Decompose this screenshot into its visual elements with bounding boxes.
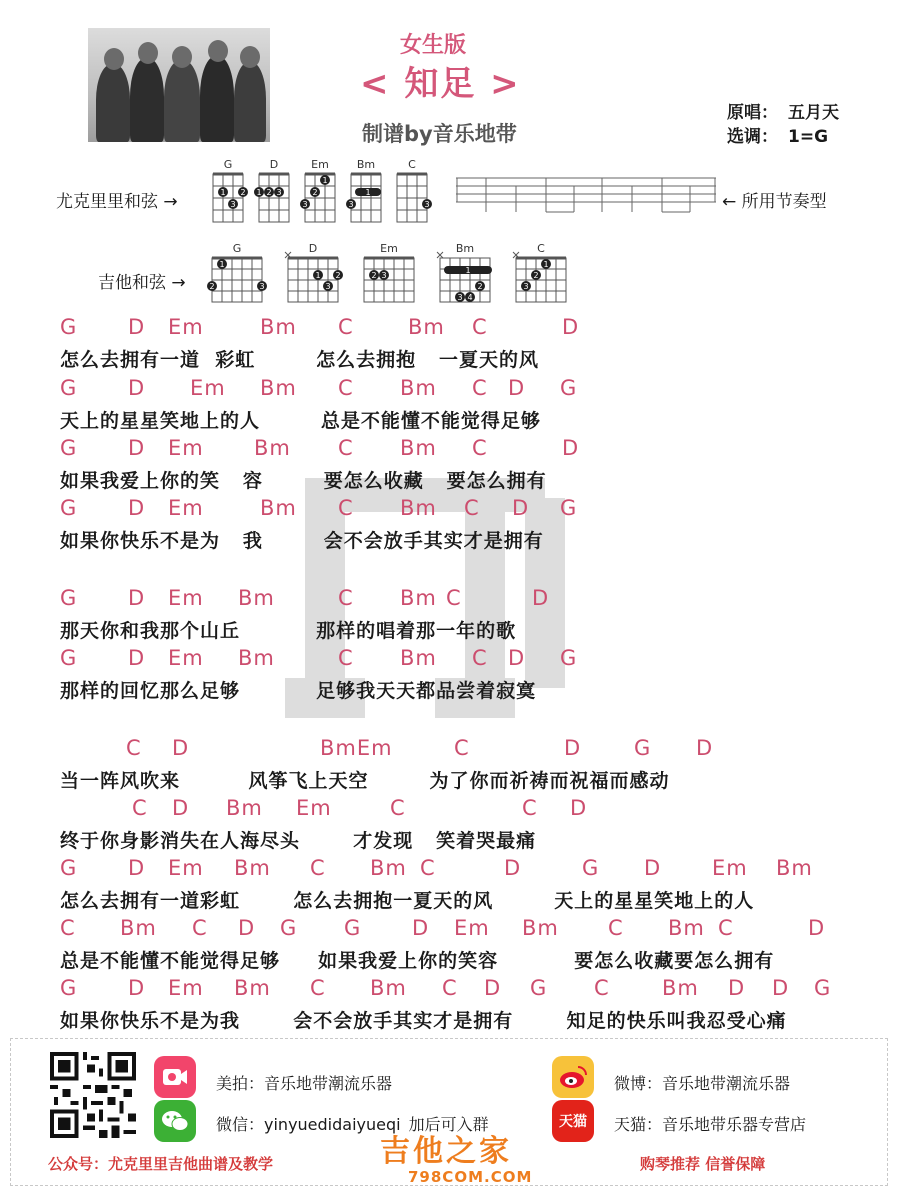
meipai-account: 美拍：音乐地带潮流乐器 (216, 1074, 393, 1093)
chord-symbol: Bm (254, 436, 291, 460)
chord-symbol: BmEm (320, 736, 393, 760)
chord-symbol: G (344, 916, 362, 940)
chord-symbol: D (644, 856, 662, 880)
chord-symbol: D (128, 315, 146, 339)
chord-symbol: Bm (370, 856, 407, 880)
lyric-line: 天上的星星笑地上的人 总是不能懂不能觉得足够 (60, 410, 541, 432)
lyric-line: 如果你快乐不是为 我 会不会放手其实才是拥有 (60, 530, 544, 552)
chord-symbol: G (560, 496, 578, 520)
chord-symbol: Bm (260, 376, 297, 400)
chord-symbol: D (412, 916, 430, 940)
chord-symbol: Em (168, 315, 204, 339)
chord-symbol: D (728, 976, 746, 1000)
chord-symbol: G (60, 856, 78, 880)
chord-symbol: G (814, 976, 832, 1000)
chord-symbol: C (192, 916, 208, 940)
lyric-line: 如果我爱上你的笑 容 要怎么收藏 要怎么拥有 (60, 470, 547, 492)
guitar-chord-name: D (308, 242, 318, 255)
tmall-store: 天猫：音乐地带乐器专营店 (614, 1115, 807, 1134)
chord-symbol: Bm (234, 856, 271, 880)
chord-symbol: G (60, 315, 78, 339)
chord-symbol: C (442, 976, 458, 1000)
transcriber-credit: 制谱by音乐地带 (362, 122, 517, 146)
chord-symbol: Em (168, 586, 204, 610)
svg-text:1: 1 (465, 266, 471, 275)
chord-symbol: D (562, 315, 580, 339)
chord-symbol: Bm (662, 976, 699, 1000)
chord-symbol: D (808, 916, 826, 940)
chord-symbol: C (522, 796, 538, 820)
chord-symbol: C (60, 916, 76, 940)
chord-symbol: G (560, 646, 578, 670)
chord-symbol: Bm (370, 976, 407, 1000)
svg-text:3: 3 (302, 200, 308, 209)
chord-symbol: Bm (400, 586, 437, 610)
chord-symbol: D (508, 376, 526, 400)
chord-symbol: D (564, 736, 582, 760)
chord-symbol: Bm (234, 976, 271, 1000)
svg-text:2: 2 (533, 271, 539, 280)
chord-symbol: C (338, 436, 354, 460)
uke-chord-name: Em (311, 158, 329, 171)
svg-text:3: 3 (523, 282, 529, 291)
slogan: 购琴推荐 信誉保障 (640, 1155, 766, 1173)
chord-symbol: C (472, 315, 488, 339)
svg-text:3: 3 (457, 293, 463, 302)
chord-symbol: G (634, 736, 652, 760)
chord-symbol: D (128, 376, 146, 400)
lyric-line: 总是不能懂不能觉得足够 如果我爱上你的笑容 要怎么收藏要怎么拥有 (60, 950, 775, 972)
chord-symbol: Bm (776, 856, 813, 880)
chord-symbol: G (560, 376, 578, 400)
chord-symbol: D (172, 796, 190, 820)
uke-chord-name: Bm (356, 158, 376, 171)
chord-symbol: Em (168, 646, 204, 670)
svg-text:3: 3 (325, 282, 331, 291)
chord-symbol: C (420, 856, 436, 880)
chord-symbol: D (696, 736, 714, 760)
guitar-chord-name: C (537, 242, 545, 255)
chord-symbol: D (772, 976, 790, 1000)
chord-symbol: C (464, 496, 480, 520)
guitar-chord-diagrams (200, 236, 580, 312)
meipai-icon[interactable] (154, 1056, 196, 1098)
chord-symbol: C (338, 586, 354, 610)
chord-symbol: Em (296, 796, 332, 820)
chord-symbol: Em (168, 976, 204, 1000)
chord-symbol: D (570, 796, 588, 820)
chord-symbol: G (60, 436, 78, 460)
chord-symbol: Bm (260, 496, 297, 520)
chord-symbol: G (60, 976, 78, 1000)
uke-chord-name: G (223, 158, 233, 171)
weibo-icon[interactable] (552, 1056, 594, 1098)
svg-text:1: 1 (365, 188, 371, 197)
qr-code[interactable] (50, 1052, 136, 1138)
ukulele-chords-label: 尤克里里和弦 → (56, 192, 178, 212)
chord-symbol: Bm (408, 315, 445, 339)
svg-text:2: 2 (266, 188, 272, 197)
chord-symbol: C (338, 646, 354, 670)
svg-text:2: 2 (371, 271, 377, 280)
chord-symbol: Bm (522, 916, 559, 940)
chord-symbol: D (128, 496, 146, 520)
svg-text:2: 2 (312, 188, 318, 197)
key-info: 选调： 1=G (727, 127, 829, 147)
chord-symbol: Bm (400, 496, 437, 520)
lyric-line: 怎么去拥有一道彩虹 怎么去拥抱一夏天的风 天上的星星笑地上的人 (60, 890, 755, 912)
svg-text:1: 1 (543, 260, 549, 269)
chord-symbol: D (484, 976, 502, 1000)
chord-symbol: G (582, 856, 600, 880)
lyric-line: 怎么去拥有一道 彩虹 怎么去拥抱 一夏天的风 (60, 349, 539, 371)
chord-symbol: Bm (400, 436, 437, 460)
svg-text:4: 4 (467, 293, 473, 302)
chord-symbol: Bm (260, 315, 297, 339)
chord-symbol: D (128, 436, 146, 460)
chord-symbol: Bm (400, 376, 437, 400)
svg-text:3: 3 (230, 200, 236, 209)
chord-symbol: G (60, 376, 78, 400)
chord-symbol: C (608, 916, 624, 940)
chord-symbol: C (454, 736, 470, 760)
svg-text:2: 2 (240, 188, 246, 197)
weibo-account: 微博：音乐地带潮流乐器 (614, 1074, 791, 1093)
svg-text:3: 3 (348, 200, 354, 209)
guitar-chord-name: Em (380, 242, 398, 255)
lyric-line: 那天你和我那个山丘 那样的唱着那一年的歌 (60, 620, 517, 642)
singer-info: 原唱： 五月天 (727, 103, 839, 123)
svg-text:1: 1 (220, 188, 226, 197)
chord-symbol: G (530, 976, 548, 1000)
svg-text:2: 2 (335, 271, 341, 280)
chord-symbol: D (512, 496, 530, 520)
version-label: 女生版 (400, 33, 467, 58)
chord-symbol: D (128, 856, 146, 880)
svg-text:1: 1 (219, 260, 225, 269)
chord-symbol: D (172, 736, 190, 760)
svg-text:3: 3 (259, 282, 265, 291)
song-title: < 知足 > (360, 64, 521, 104)
chord-symbol: C (338, 315, 354, 339)
lyric-line: 终于你身影消失在人海尽头 才发现 笑着哭最痛 (60, 830, 537, 852)
svg-text:2: 2 (209, 282, 215, 291)
svg-text:1: 1 (322, 176, 328, 185)
svg-text:3: 3 (276, 188, 282, 197)
chord-symbol: G (60, 646, 78, 670)
chord-symbol: C (472, 436, 488, 460)
chord-symbol: Em (168, 496, 204, 520)
chord-symbol: Bm (668, 916, 705, 940)
chord-symbol: Bm (120, 916, 157, 940)
svg-text:3: 3 (381, 271, 387, 280)
rhythm-pattern-label: ← 所用节奏型 (722, 192, 827, 212)
rhythm-pattern (456, 172, 718, 222)
chord-symbol: Em (190, 376, 226, 400)
chord-symbol: D (128, 646, 146, 670)
chord-symbol: Em (454, 916, 490, 940)
site-url: 798COM.COM (408, 1168, 533, 1186)
chord-symbol: D (128, 976, 146, 1000)
chord-symbol: C (126, 736, 142, 760)
chord-symbol: C (338, 496, 354, 520)
site-logo: 吉他之家 (380, 1134, 512, 1169)
chord-symbol: G (60, 496, 78, 520)
chord-symbol: C (310, 856, 326, 880)
ukulele-chord-diagrams (200, 150, 450, 230)
svg-text:3: 3 (424, 200, 430, 209)
guitar-chord-name: G (232, 242, 242, 255)
chord-symbol: Em (168, 856, 204, 880)
chord-symbol: Em (168, 436, 204, 460)
chord-symbol: C (310, 976, 326, 1000)
chord-symbol: Bm (400, 646, 437, 670)
band-photo (88, 28, 270, 142)
chord-symbol: Bm (238, 586, 275, 610)
svg-text:1: 1 (315, 271, 321, 280)
svg-text:2: 2 (477, 282, 483, 291)
chord-symbol: D (128, 586, 146, 610)
chord-symbol: C (472, 646, 488, 670)
chord-symbol: C (132, 796, 148, 820)
chord-symbol: G (60, 586, 78, 610)
chord-symbol: Bm (238, 646, 275, 670)
public-account: 公众号：尤克里里吉他曲谱及教学 (48, 1155, 274, 1173)
tmall-icon[interactable]: 天猫 (552, 1100, 594, 1142)
chord-symbol: C (446, 586, 462, 610)
uke-chord-name: C (408, 158, 416, 171)
chord-symbol: D (504, 856, 522, 880)
wechat-account: 微信：yinyuedidaiyueqi 加后可入群 (216, 1115, 489, 1134)
chord-symbol: Bm (226, 796, 263, 820)
wechat-icon[interactable] (154, 1100, 196, 1142)
svg-text:1: 1 (256, 188, 262, 197)
lyric-line: 那样的回忆那么足够 足够我天天都品尝着寂寞 (60, 680, 537, 702)
guitar-chord-name: Bm (455, 242, 475, 255)
chord-symbol: D (532, 586, 550, 610)
lyric-line: 如果你快乐不是为我 会不会放手其实才是拥有 知足的快乐叫我忍受心痛 (60, 1010, 787, 1032)
uke-chord-name: D (269, 158, 279, 171)
chord-symbol: Em (712, 856, 748, 880)
guitar-chords-label: 吉他和弦 → (98, 273, 186, 293)
chord-symbol: C (338, 376, 354, 400)
chord-symbol: D (562, 436, 580, 460)
chord-symbol: C (472, 376, 488, 400)
chord-symbol: D (508, 646, 526, 670)
chord-symbol: C (718, 916, 734, 940)
lyric-line: 当一阵风吹来 风筝飞上天空 为了你而祈祷而祝福而感动 (60, 770, 670, 792)
chord-symbol: C (390, 796, 406, 820)
chord-symbol: D (238, 916, 256, 940)
chord-symbol: C (594, 976, 610, 1000)
chord-symbol: G (280, 916, 298, 940)
